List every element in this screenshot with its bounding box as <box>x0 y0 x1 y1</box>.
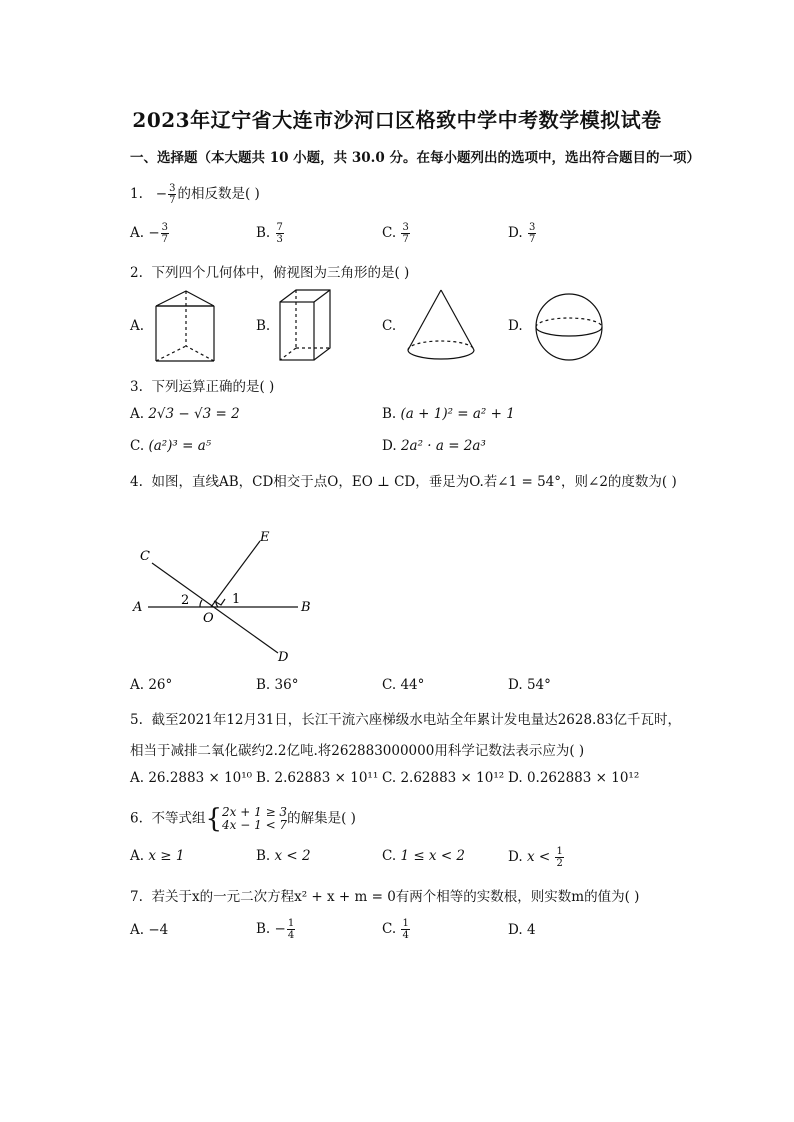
q5-option-c[interactable]: C. 2.62883 × 10¹² <box>382 770 505 786</box>
question-5-line1: 5. 截至2021年12月31日，长江干流六座梯级水电站全年累计发电量达2628.83亿千瓦时， <box>130 712 682 728</box>
section-heading: 一、选择题（本大题共 10 小题，共 30.0 分。在每小题列出的选项中，选出符合题目的一项） <box>130 150 700 166</box>
angle-1-arc <box>216 601 218 607</box>
q6-option-b[interactable]: B. x < 2 <box>256 848 311 864</box>
label-angle-2: 2 <box>181 593 190 608</box>
q6-option-d[interactable]: D. x < $\frac{1}{2}$ <box>508 846 563 869</box>
q4-option-b[interactable]: B. 36° <box>256 677 299 693</box>
q6-option-c[interactable]: C. 1 ≤ x < 2 <box>382 848 466 864</box>
question-7: 7. 若关于x的一元二次方程x² + x + m = 0有两个相等的实数根，则实数m的值为( ) <box>130 889 640 905</box>
question-1 <box>130 182 260 206</box>
sphere-figure <box>534 292 604 362</box>
rectangular-prism-figure <box>276 288 336 364</box>
question-2: 2. 下列四个几何体中，俯视图为三角形的是( ) <box>130 265 410 281</box>
q7-option-a[interactable]: A. −4 <box>130 922 169 938</box>
question-3: 3. 下列运算正确的是( ) <box>130 379 275 395</box>
q4-option-c[interactable]: C. 44° <box>382 677 425 693</box>
q3-option-d[interactable]: D. 2a² · a = 2a³ <box>382 438 486 454</box>
line-cd <box>152 563 278 653</box>
q4-option-a[interactable]: A. 26° <box>130 677 173 693</box>
neg-sign: − <box>155 186 168 202</box>
question-4: 4. 如图，直线AB，CD相交于点O，EO ⊥ CD，垂足为O.若∠1 = 54°，则∠2的度数为( ) <box>130 474 677 490</box>
angle-2-arc <box>200 600 202 607</box>
q1-option-d[interactable]: D. $\frac{3}{7}$ <box>508 222 536 245</box>
q1-option-c[interactable]: C. $\frac{3}{7}$ <box>382 222 409 245</box>
inequality-system: 2x + 1 ≥ 3 4x − 1 < 7 <box>222 805 288 832</box>
q2-option-a[interactable]: A. <box>130 318 145 334</box>
triangular-prism-figure <box>150 288 220 364</box>
q5-option-d[interactable]: D. 0.262883 × 10¹² <box>508 770 640 786</box>
label-b: B <box>301 600 311 615</box>
q1-option-a[interactable]: A. − $\frac{3}{7}$ <box>130 222 169 245</box>
q7-option-d[interactable]: D. 4 <box>508 922 536 938</box>
question-number: 1. <box>130 186 143 202</box>
q4-option-d[interactable]: D. 54° <box>508 677 551 693</box>
angle-figure <box>130 525 330 670</box>
page-title: 2023年辽宁省大连市沙河口区格致中学中考数学模拟试卷 <box>132 108 662 132</box>
q3-option-b[interactable]: B. (a + 1)² = a² + 1 <box>382 406 515 422</box>
label-e: E <box>260 530 270 545</box>
fraction: $\frac{3}{7}$ <box>169 183 176 206</box>
q2-option-b[interactable]: B. <box>256 318 271 334</box>
q3-option-c[interactable]: C. (a²)³ = a⁵ <box>130 438 212 454</box>
question-stem: 的相反数是( ) <box>177 186 260 202</box>
label-c: C <box>140 549 150 564</box>
label-d: D <box>278 650 289 665</box>
question-5-line2: 相当于减排二氧化碳约2.2亿吨.将262883000000用科学记数法表示应为( ) <box>130 743 585 759</box>
question-6: 6. 不等式组{ 2x + 1 ≥ 3 4x − 1 < 7 的解集是( ) <box>130 804 356 834</box>
q6-option-a[interactable]: A. x ≥ 1 <box>130 848 185 864</box>
q7-option-b[interactable]: B. − $\frac{1}{4}$ <box>256 918 295 941</box>
q7-option-c[interactable]: C. $\frac{1}{4}$ <box>382 918 409 941</box>
label-a: A <box>133 600 143 615</box>
q2-option-d[interactable]: D. <box>508 318 523 334</box>
q5-option-b[interactable]: B. 2.62883 × 10¹¹ <box>256 770 379 786</box>
q5-option-a[interactable]: A. 26.2883 × 10¹⁰ <box>130 770 253 786</box>
q1-option-b[interactable]: B. $\frac{7}{3}$ <box>256 222 283 245</box>
q2-option-c[interactable]: C. <box>382 318 397 334</box>
cone-figure <box>404 288 478 364</box>
label-o: O <box>203 611 214 626</box>
q3-option-a[interactable]: A. 2√3 − √3 = 2 <box>130 406 240 422</box>
label-angle-1: 1 <box>232 592 241 607</box>
